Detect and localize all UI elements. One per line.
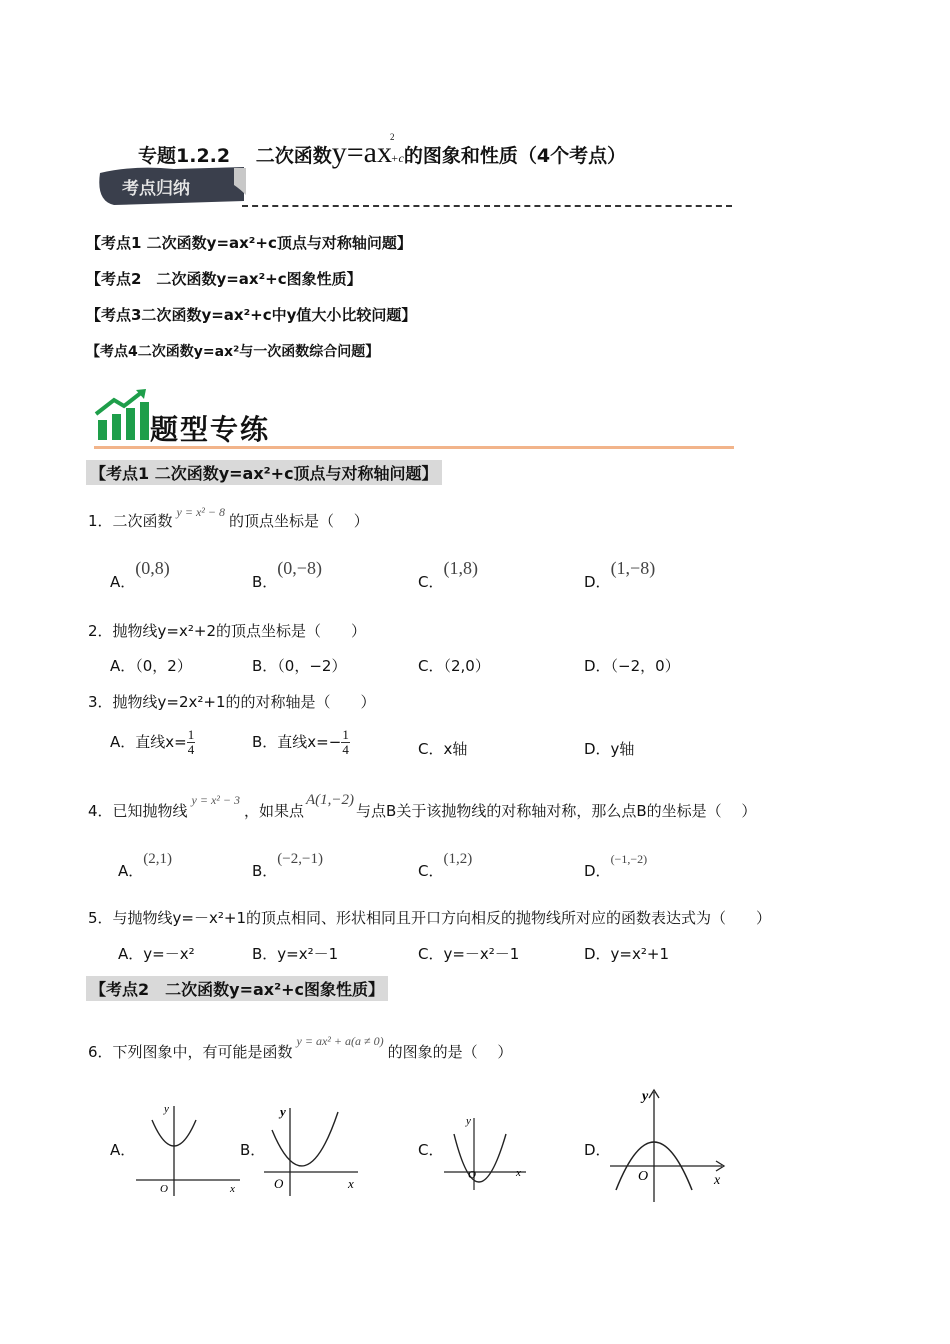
graph-c[interactable] <box>440 1110 530 1192</box>
q4-option-a[interactable]: A．(2,1) <box>118 851 173 880</box>
q6-formula: y = ax² + a(a ≠ 0) <box>296 1034 384 1048</box>
section-2-heading: 【考点2 二次函数y=ax²+c图象性质】 <box>86 976 388 1001</box>
graph-a-y-label: y <box>164 1103 169 1115</box>
q6-option-d[interactable]: D． <box>584 1141 611 1159</box>
q5-option-b[interactable]: B．y=x²－1 <box>252 945 339 963</box>
q4-option-d[interactable]: D．$^{(-1,-2)}$ <box>584 852 648 880</box>
q1-option-a[interactable]: A．(0,8) <box>110 558 170 591</box>
graph-d-origin: O <box>638 1169 649 1184</box>
banner-label: 考点归纳 <box>122 179 190 199</box>
q6-option-c[interactable]: C． <box>418 1141 444 1159</box>
title-plus-c: +c <box>390 151 404 165</box>
practice-heading: 题型专练 <box>150 415 271 446</box>
title-formula: y=ax <box>331 136 392 169</box>
graph-a-origin: O <box>160 1183 168 1195</box>
q1-stem-start: 1．二次函数 <box>88 512 173 530</box>
graph-b-origin: O <box>274 1176 284 1191</box>
q4-option-c[interactable]: C．(1,2) <box>418 851 473 880</box>
q3-option-b[interactable]: B．直线x=− $\frac{1}{4}$ <box>252 727 349 757</box>
graph-c-y-label: y <box>466 1115 471 1127</box>
q5-option-c[interactable]: C．y=－x²－1 <box>418 945 520 963</box>
q2-option-c[interactable]: C．（2,0） <box>418 657 490 675</box>
graph-b-y-label: y <box>280 1104 286 1119</box>
q1-option-d[interactable]: D．(1,−8) <box>584 558 656 591</box>
growth-chart-icon <box>92 386 154 444</box>
knowledge-summary-banner <box>94 165 248 207</box>
q2-option-d[interactable]: D．（−2，0） <box>584 657 680 675</box>
q5-option-d[interactable]: D．y=x²+1 <box>584 945 669 963</box>
knowledge-point-2: 【考点2 二次函数y=ax²+c图象性质】 <box>86 270 362 288</box>
q3-option-c[interactable]: C．x轴 <box>418 740 468 758</box>
graph-b-x-label: x <box>348 1176 354 1191</box>
q6-option-a[interactable]: A． <box>110 1141 136 1159</box>
title-prefix: 专题1.2.2 二次函数 <box>138 145 332 167</box>
q5-option-a[interactable]: A．y=－x² <box>118 945 195 963</box>
section-1-heading: 【考点1 二次函数y=ax²+c顶点与对称轴问题】 <box>86 460 442 485</box>
question-1 <box>88 505 369 531</box>
knowledge-point-4: 【考点4二次函数y=ax²与一次函数综合问题】 <box>86 344 380 360</box>
graph-c-origin: O <box>468 1169 476 1181</box>
question-5: 5．与抛物线y=－x²+1的顶点相同、形状相同且开口方向相反的抛物线所对应的函数表达式为（ ） <box>88 909 771 927</box>
dashed-divider <box>242 205 732 207</box>
q1-formula: y = x² − 8 <box>176 505 225 519</box>
graph-c-x-label: x <box>516 1167 521 1179</box>
graph-a-x-label: x <box>230 1183 235 1195</box>
graph-b[interactable] <box>260 1100 364 1198</box>
q2-option-b[interactable]: B．（0，−2） <box>252 657 347 675</box>
question-2: 2．抛物线y=x²+2的顶点坐标是（ ） <box>88 622 366 640</box>
heading-underline <box>94 446 734 449</box>
graph-d-y-label: y <box>642 1089 649 1104</box>
q1-stem-end: 的顶点坐标是（ ） <box>229 512 369 530</box>
q1-option-b[interactable]: B．(0,−8) <box>252 558 322 591</box>
q4-point-a: A(1,−2) <box>306 792 355 808</box>
title-suffix: 的图象和性质（4个考点） <box>403 145 627 167</box>
q6-option-b[interactable]: B． <box>240 1141 266 1159</box>
question-6: 6．下列图象中，有可能是函数$^{y = ax^2 + a(a \ne 0)}$的图象的是（ ） <box>88 1034 513 1061</box>
question-3: 3．抛物线y=2x²+1的的对称轴是（ ） <box>88 693 376 711</box>
q4-formula: y = x² − 3 <box>191 793 240 807</box>
q3-option-a[interactable]: A．直线x= $\frac{1}{4}$ <box>110 727 195 757</box>
graph-a[interactable] <box>132 1100 246 1198</box>
knowledge-point-1: 【考点1 二次函数y=ax²+c顶点与对称轴问题】 <box>86 234 412 252</box>
title-exponent: 2 <box>389 132 395 142</box>
q2-option-a[interactable]: A．（0，2） <box>110 657 192 675</box>
q1-option-c[interactable]: C．(1,8) <box>418 558 478 591</box>
graph-d[interactable] <box>606 1086 730 1206</box>
q4-option-b[interactable]: B．(−2,−1) <box>252 851 323 880</box>
question-4: 4．已知抛物线$^{y = x^2 - 3}$，如果点A(1,−2)与点B关于该抛物线的对称轴对称，那么点B的坐标是（ ） <box>88 792 757 820</box>
q3-option-d[interactable]: D．y轴 <box>584 740 635 758</box>
knowledge-point-3: 【考点3二次函数y=ax²+c中y值大小比较问题】 <box>86 306 417 324</box>
graph-d-x-label: x <box>714 1173 721 1188</box>
